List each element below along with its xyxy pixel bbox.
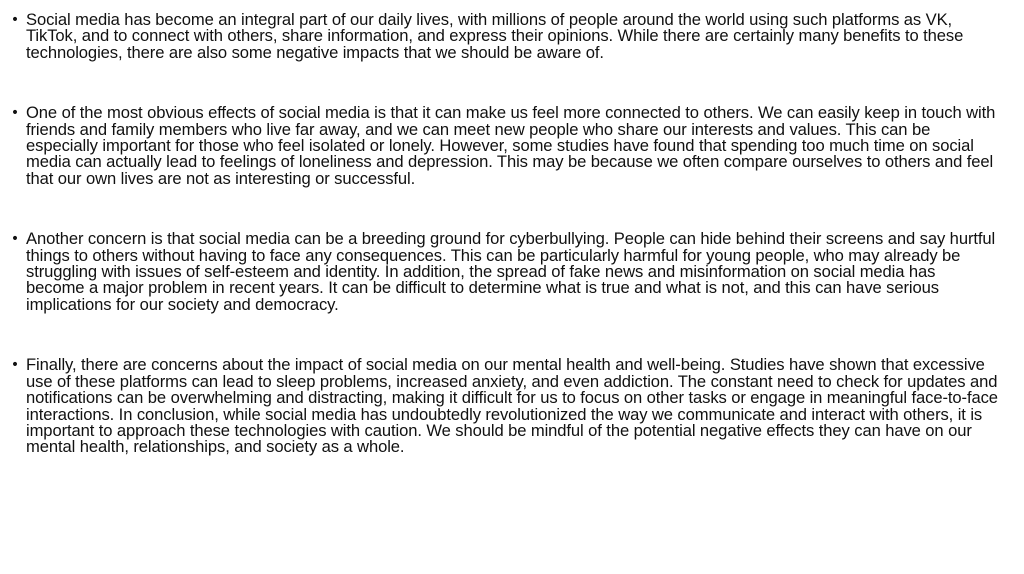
bullet-marker: • [10, 357, 20, 374]
paragraph-cyberbullying: Another concern is that social media can be a breeding ground for cyberbullying. People can hide behind their screens and say hurtful things to others without having to face any consequences. This can be particularly harmful for young people, who may already be struggling with issues of self-esteem and identity. In addition, the spread of fake news and misinformation on social media has become a major problem in recent years. It can be difficult to determine what is true and what is not, and this can have serious implications for our society and democracy. [26, 229, 996, 314]
bullet-item-intro [4, 12, 998, 61]
paragraph-connection: One of the most obvious effects of social media is that it can make us feel more connected to others. We can easily keep in touch with friends and family members who live far away, and we can meet new people who share our interests and values. This can be especially important for those who feel isolated or lonely. However, some studies have found that spending too much time on social media can actually lead to feelings of loneliness and depression. This may be because we often compare ourselves to others and feel that our own lives are not as interesting or successful. [26, 103, 996, 188]
bullet-marker: • [10, 231, 20, 248]
bullet-list [4, 12, 998, 456]
bullet-item-connection [4, 105, 998, 187]
paragraph-intro: Social media has become an integral part of our daily lives, with millions of people around the world using such platforms as VK, TikTok, and to connect with others, share information, and express their opinions. While there are certainly many benefits to these technologies, there are also some negative impacts that we should be aware of. [26, 10, 964, 62]
bullet-marker: • [10, 12, 20, 28]
paragraph-mental-health: Finally, there are concerns about the impact of social media on our mental health and well-being. Studies have shown that excessive use of these platforms can lead to sleep problems, increased anxiety, and even addiction. The constant need to check for updates and notifications can be overwhelming and distracting, making it difficult for us to focus on other tasks or engage in meaningful face-to-face interactions. In conclusion, while social media has undoubtedly revolutionized the way we communicate and interact with others, it is important to approach these technologies with caution. We should be mindful of the potential negative effects they can have on our mental health, relationships, and society as a whole. [26, 355, 998, 457]
bullet-marker: • [10, 105, 20, 122]
bullet-item-mental-health [4, 357, 998, 455]
bullet-item-cyberbullying [4, 231, 998, 313]
